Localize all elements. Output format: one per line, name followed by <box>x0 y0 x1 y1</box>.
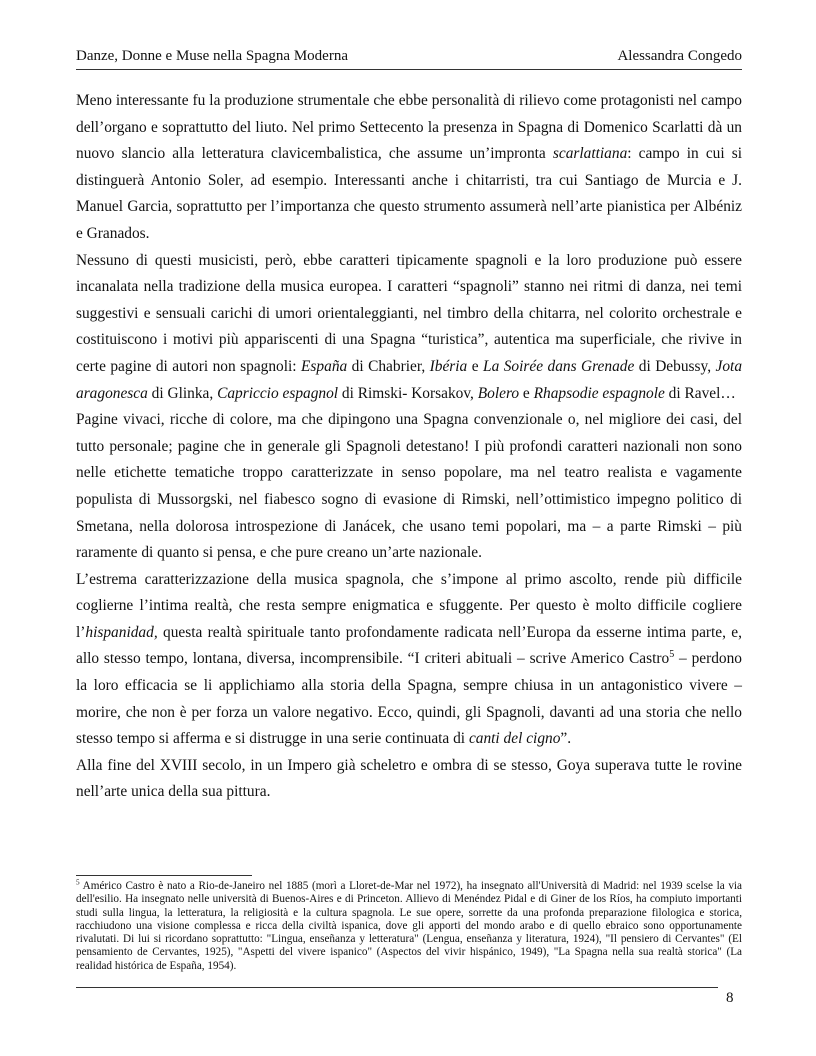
text-run: di Debussy, <box>634 357 716 375</box>
paragraph <box>76 407 742 567</box>
header-rule <box>76 69 742 70</box>
italic-run: La Soirée dans Grenade <box>483 357 635 375</box>
page-number: 8 <box>726 990 734 1006</box>
header-author: Alessandra Congedo <box>617 48 742 64</box>
text-run: ”. <box>560 730 572 748</box>
header-title: Danze, Donne e Muse nella Spagna Moderna <box>76 48 348 64</box>
footnote <box>76 880 742 973</box>
text-run: di Glinka, <box>147 384 218 402</box>
text-run: : campo in cui si distinguerà Antonio Soler, ad esempio. Interessanti anche i chitarristi, tra cui Santiago de Murcia e J. Manuel Garcia, soprattutto per l’importanza che questo strumento assumerà nell’arte pianistica per Albéniz e Granados. <box>76 145 742 242</box>
footnote-text: Américo Castro è nato a Rio-de-Janeiro nel 1885 (morì a Lloret-de-Mar nel 1972), ha insegnato all'Università di Madrid: nel 1939 scelse la via dell'esilio. Ha insegnato nelle università di Buenos-Aires e di Princeton. Allievo di Menéndez Pidal e di Giner de los Ríos, ha compiuto importanti studi sulla lingua, la letteratura, la religiosità e la cultura spagnola. Le sue opere, sorrette da una profonda preparazione filologica e storica, racchiudono una visione complessa e ricca della civiltà ispanica, dove gli apporti del mondo arabo e di quello ebraico sono opportunamente rivalutati. Di lui si ricordano soprattutto: "Lingua, enseñanza y letteratura" (Lengua, enseñanza y literatura, 1924), "Il pensiero di Cervantes" (El pensamiento de Cervantes, 1925), "Aspetti del vivere ispanico" (Aspectos del vivir hispánico, 1949), "La Spagna nella sua realtà storica" (La realidad histórica de España, 1954). <box>76 880 742 972</box>
text-run: di Ravel… <box>664 384 736 402</box>
paragraph <box>76 753 742 806</box>
running-header <box>76 48 742 70</box>
text-run: Meno interessante fu la produzione strumentale che ebbe personalità di rilievo come protagonisti nel campo dell’organo e soprattutto del liuto. Nel primo Settecento la presenza in Spagna di Domenico Scarlatti dà un nuovo slancio alla letteratura clavicembalistica, che assume un’impronta <box>76 92 742 163</box>
italic-run: scarlattiana <box>552 145 628 163</box>
footer-rule <box>76 987 718 988</box>
text-run: questa realtà spirituale tanto profondamente radicata nell’Europa da esserne intima parte, e, allo stesso tempo, lontana, diversa, incomprensibile. “I criteri abituali – scrive Americo Castro <box>76 623 742 668</box>
text-run: e <box>519 384 534 402</box>
text-run: e <box>467 357 484 375</box>
text-run: L’estrema caratterizzazione della musica spagnola, che s’impone al primo ascolto, rende più difficile coglierne l’intima realtà, che resta sempre enigmatica e sfuggente. Per questo è molto difficile cogliere l’ <box>76 570 742 641</box>
italic-run: España <box>301 357 348 375</box>
text-run: Alla fine del XVIII secolo, in un Impero già scheletro e ombra di se stesso, Goya superava tutte le rovine nell’arte unica della sua pittura. <box>76 756 742 801</box>
paragraph <box>76 88 742 248</box>
text-run: Nessuno di questi musicisti, però, ebbe caratteri tipicamente spagnoli e la loro produzione può essere incanalata nella tradizione della musica europea. I caratteri “spagnoli” stanno nei ritmi di danza, nei temi suggestivi e sensuali carichi di umori orientaleggianti, nel timbro della chitarra, nel colorito orchestrale e costituiscono i motivi più appariscenti di una Spagna “turistica”, autentica ma superficiale, che rivive in certe pagine di autori non spagnoli: <box>76 251 742 375</box>
footnote-marker: 5 <box>76 878 80 887</box>
footnote-rule <box>76 875 252 876</box>
italic-run: Rhapsodie espagnole <box>533 384 665 402</box>
paragraph <box>76 248 742 408</box>
italic-run: Ibéria <box>429 357 468 375</box>
text-run: di Rimski- Korsakov, <box>338 384 478 402</box>
text-run: di Chabrier, <box>347 357 430 375</box>
paragraph <box>76 567 742 753</box>
italic-run: Jota aragonesca <box>76 357 743 402</box>
italic-run: hispanidad, <box>85 623 158 641</box>
italic-run: canti del cigno <box>468 730 561 748</box>
italic-run: Capriccio espagnol <box>217 384 339 402</box>
footnote-ref: 5 <box>669 649 675 661</box>
text-run: – perdono la loro efficacia se li applichiamo alla storia della Spagna, sempre chiusa in un antagonistico vivere – morire, che non è per forza un valore negativo. Ecco, quindi, gli Spagnoli, davanti ad una storia che nello stesso tempo si afferma e si distrugge in una serie continuata di <box>76 650 742 748</box>
italic-run: Bolero <box>477 384 520 402</box>
body-text <box>76 88 742 806</box>
text-run: Pagine vivaci, ricche di colore, ma che dipingono una Spagna convenzionale o, nel migliore dei casi, del tutto personale; pagine che in generale gli Spagnoli detestano! I più profondi caratteri nazionali non sono nelle etichette tematiche troppo caratterizzate in senso popolare, ma nel teatro realista e vagamente populista di Mussorgski, nel fiabesco sogno di evasione di Rimski, nell’ottimistico impegno politico di Smetana, nella dolorosa introspezione di Janácek, che usano temi popolari, ma – a parte Rimski – più raramente di quanto si pensa, e che pure creano un’arte nazionale. <box>76 411 742 562</box>
